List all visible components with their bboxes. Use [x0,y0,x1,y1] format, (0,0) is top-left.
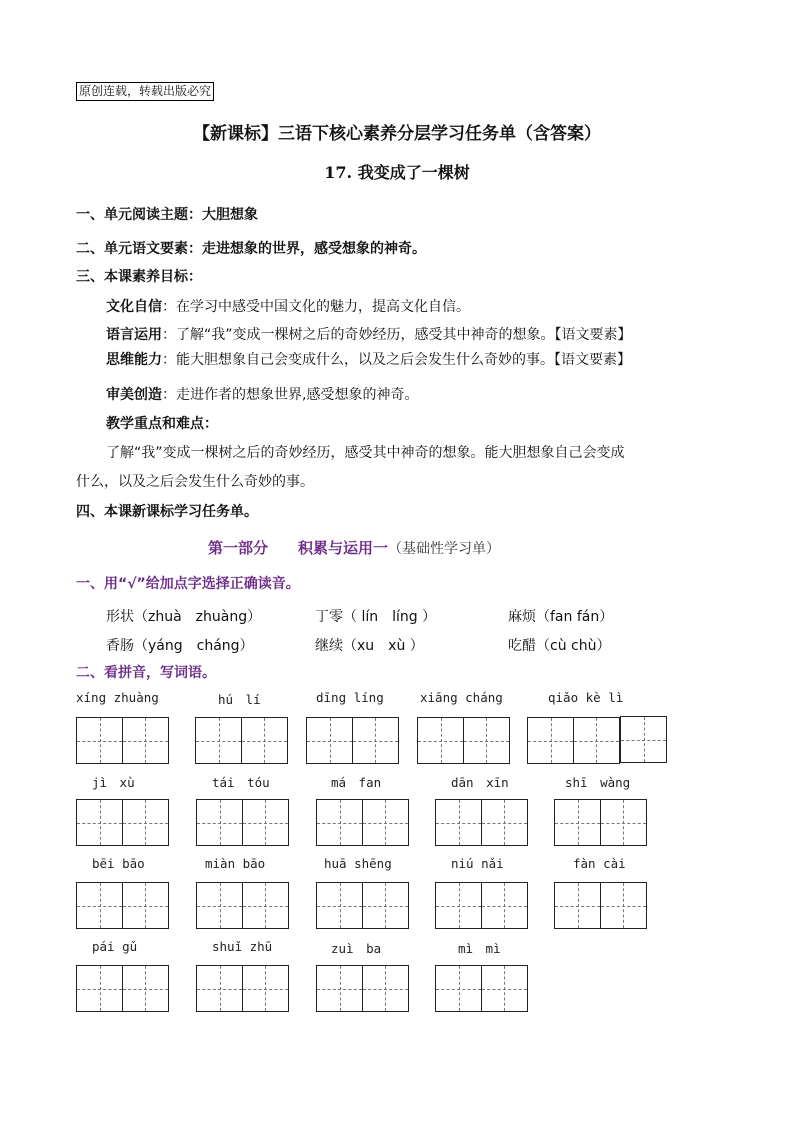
goal-text: ：在学习中感受中国文化的魅力，提高文化自信。 [162,299,470,315]
writing-cell[interactable] [122,717,169,764]
pinyin-label: miàn bāo [205,856,266,871]
focus-heading: 教学重点和难点： [106,416,218,432]
pinyin-label: fàn cài [573,856,626,871]
pinyin-label: qiǎo kè lì [548,690,624,705]
pinyin-label: bēi bāo [92,856,145,871]
writing-cell[interactable] [435,965,482,1012]
pinyin-label: pái gǔ [92,939,138,954]
choice-item: 形状（zhuà zhuàng） [106,609,262,625]
pinyin-label: huā shēng [324,856,392,871]
pinyin-label: zuì ba [331,941,382,956]
writing-cell[interactable] [241,717,288,764]
writing-box-group [417,717,510,764]
writing-cell[interactable] [481,799,528,846]
writing-cell[interactable] [463,717,510,764]
writing-box-group [554,799,647,846]
goal-label: 文化自信 [106,299,162,315]
writing-cell[interactable] [435,882,482,929]
pinyin-label: tái tóu [212,775,270,790]
pinyin-label: hú lí [218,692,261,707]
writing-box-group [196,965,289,1012]
writing-cell[interactable] [417,717,464,764]
writing-cell[interactable] [481,882,528,929]
choice-item: 麻烦（fan fán） [508,609,614,625]
writing-box-group [554,882,647,929]
section-reading-theme: 一、单元阅读主题：大胆想象 [76,207,258,223]
pinyin-label: má fan [331,775,382,790]
writing-cell[interactable] [242,882,289,929]
writing-cell[interactable] [196,882,243,929]
goal-label: 思维能力 [106,352,162,368]
copyright-stamp: 原创连载，转载出版必究 [76,82,214,101]
choice-item: 丁零（ lín líng ） [315,609,437,625]
writing-cell[interactable] [600,882,647,929]
goal-label: 审美创造 [106,387,162,403]
writing-cell[interactable] [600,799,647,846]
writing-cell[interactable] [527,717,574,764]
writing-cell[interactable] [122,965,169,1012]
pinyin-label: xíng zhuàng [76,690,159,705]
writing-cell[interactable] [122,882,169,929]
pinyin-label: shuǐ zhū [212,939,273,954]
writing-box-group [195,717,288,764]
writing-cell[interactable] [362,882,409,929]
choice-item: 香肠（yáng cháng） [106,638,254,654]
writing-box-group [76,882,169,929]
writing-cell[interactable] [481,965,528,1012]
writing-cell[interactable] [76,882,123,929]
focus-text-line1: 了解“我”变成一棵树之后的奇妙经历，感受其中神奇的想象。能大胆想象自己会变成 [106,445,625,461]
goal-text: ：了解“我”变成一棵树之后的奇妙经历，感受其中神奇的想象。【语文要素】 [162,327,632,343]
goal-text: ：走进作者的想象世界,感受想象的神奇。 [162,387,419,403]
lesson-title: 17. 我变成了一棵树 [324,163,470,182]
writing-cell[interactable] [554,799,601,846]
goal-aesthetic [106,384,418,404]
writing-box-group [196,799,289,846]
pinyin-label: jì xù [92,775,135,790]
writing-box-group [316,882,409,929]
writing-box-group [435,882,528,929]
writing-cell[interactable] [122,799,169,846]
pinyin-label: mì mì [458,941,501,956]
pinyin-label: dān xīn [451,775,509,790]
pinyin-label: shī wàng [565,775,631,790]
writing-cell-extra[interactable] [620,716,667,763]
writing-cell[interactable] [242,965,289,1012]
writing-cell[interactable] [196,799,243,846]
writing-cell[interactable] [435,799,482,846]
writing-cell[interactable] [76,965,123,1012]
pinyin-label: dīng líng [316,690,384,705]
writing-box-group [435,965,528,1012]
writing-box-group [527,717,620,764]
writing-cell[interactable] [316,799,363,846]
writing-box-group [306,717,399,764]
writing-box-group [76,717,169,764]
writing-cell[interactable] [554,882,601,929]
writing-cell[interactable] [352,717,399,764]
writing-box-group [76,799,169,846]
writing-cell[interactable] [316,965,363,1012]
writing-cell[interactable] [196,965,243,1012]
writing-box-group [316,965,409,1012]
question-2: 二、看拼音，写词语。 [76,665,216,681]
page-title: 【新课标】三语下核心素养分层学习任务单（含答案） [193,124,601,144]
writing-cell[interactable] [195,717,242,764]
part-title: 第一部分 积累与运用一 [208,539,389,557]
writing-box-group [435,799,528,846]
writing-box-group [316,799,409,846]
writing-cell[interactable] [76,717,123,764]
writing-cell[interactable] [362,799,409,846]
writing-cell[interactable] [76,799,123,846]
pinyin-label: niú nǎi [451,856,504,871]
writing-cell[interactable] [316,882,363,929]
goal-text: ：能大胆想象自己会变成什么，以及之后会发生什么奇妙的事。【语文要素】 [162,352,631,368]
goal-thinking [106,349,631,369]
goal-label: 语言运用 [106,327,162,343]
writing-cell[interactable] [573,717,620,764]
goal-culture [106,296,470,316]
section-goals: 三、本课素养目标： [76,269,202,285]
writing-cell[interactable] [306,717,353,764]
writing-cell[interactable] [242,799,289,846]
choice-item: 吃醋（cù chù） [508,638,611,654]
question-1: 一、用“√”给加点字选择正确读音。 [76,576,300,592]
section-language-elements: 二、单元语文要素：走进想象的世界，感受想象的神奇。 [76,241,426,257]
writing-cell[interactable] [362,965,409,1012]
writing-box-group [196,882,289,929]
part-heading [208,537,500,558]
section-task-sheet: 四、本课新课标学习任务单。 [76,504,258,520]
writing-box-group [76,965,169,1012]
pinyin-label: xiāng cháng [420,690,503,705]
focus-text-line2: 什么，以及之后会发生什么奇妙的事。 [76,474,314,490]
choice-item: 继续（xu xù ） [315,638,424,654]
part-note: （基础性学习单） [388,541,501,557]
goal-language [106,324,632,344]
